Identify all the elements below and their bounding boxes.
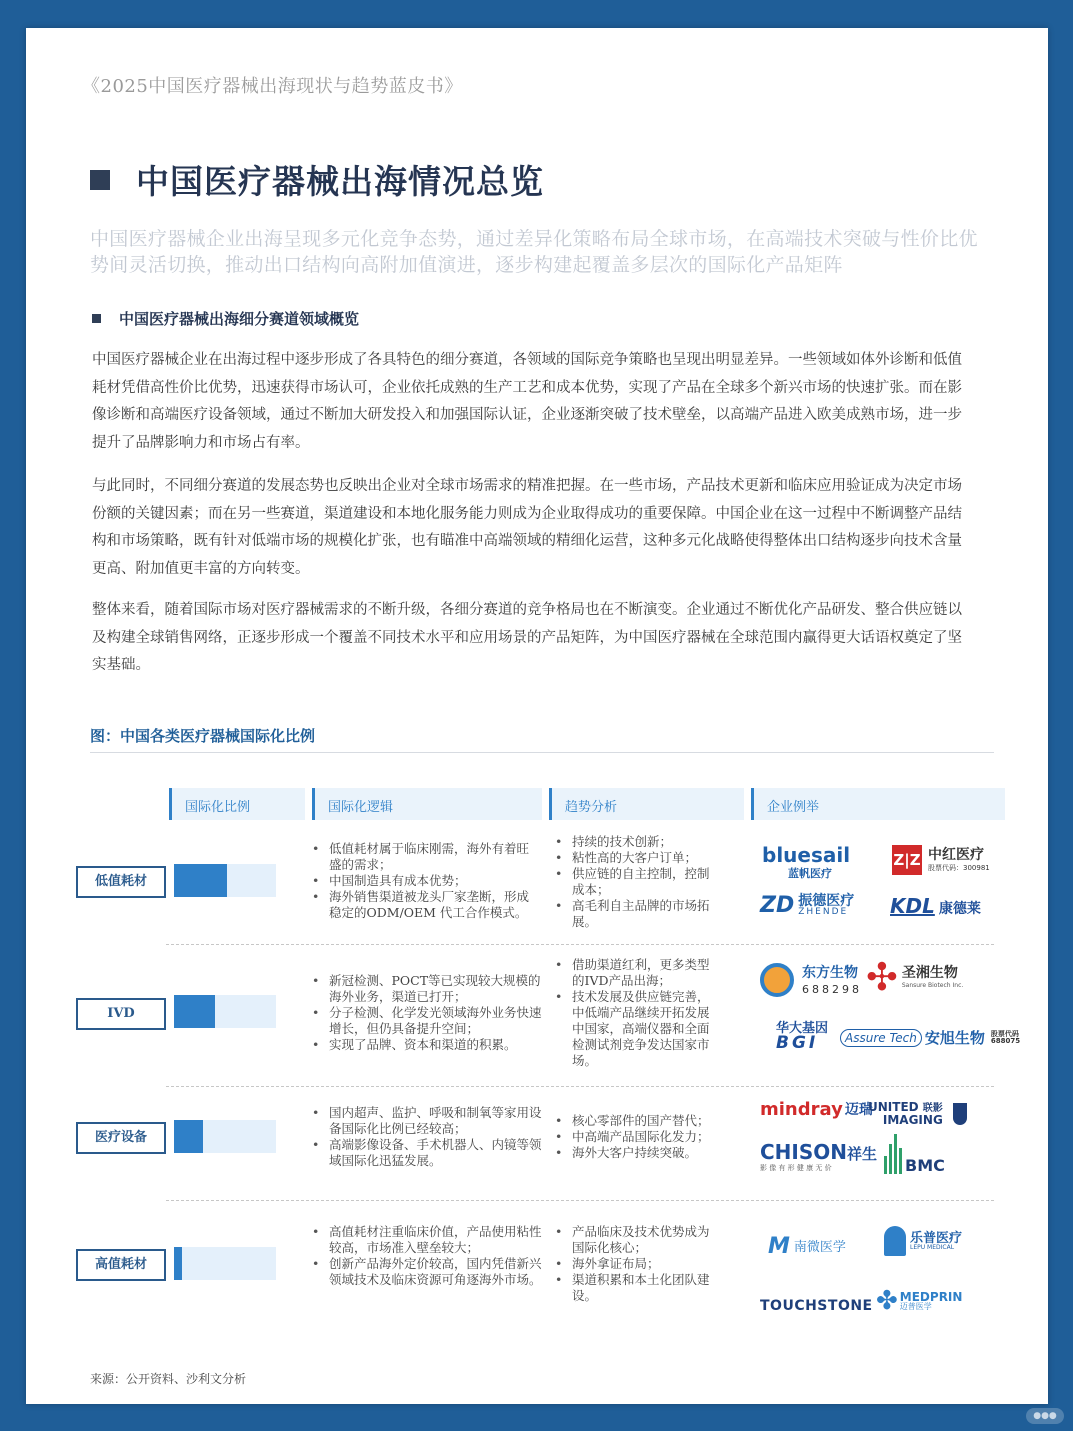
shengxiang-mark-icon: ✣	[866, 955, 898, 999]
list-item: • 新冠检测、POCT等已实现较大规模的海外业务，渠道已打开；	[312, 973, 544, 1005]
trend-list-high-value-consumables	[555, 1224, 715, 1304]
document-header: 《2025中国医疗器械出海现状与趋势蓝皮书》	[82, 76, 463, 97]
united-imaging-logo: UNITED 联影 IMAGING	[868, 1101, 967, 1126]
kdl-logo: KDL 康德莱	[890, 894, 981, 918]
bmc-logo: BMC	[884, 1134, 945, 1174]
list-item: • 产品临床及技术优势成为国际化核心；	[555, 1224, 715, 1256]
row-divider	[166, 1200, 994, 1201]
paragraph-2: 与此同时，不同细分赛道的发展态势也反映出企业对全球市场需求的精准把握。在一些市场，产品技术更新和临床应用验证成为决定市场份额的关键因素；而在另一些赛道，渠道建设和本地化服务能力则成为企业取得成功的重要保障。中国企业在这一过程中不断调整产品结构和市场策略，既有针对低端市场的规模化扩张，也有瞄准中高端领域的精细化运营，这种多元化战略使得整体出口结构逐步向技术含量更高、附加值更丰富的方向转变。	[92, 478, 962, 577]
list-item: • 国内超声、监护、呼吸和制氧等家用设备国际化比例已经较高；	[312, 1105, 544, 1137]
column-header-companies: 企业例举	[751, 788, 1005, 820]
column-header-trend: 趋势分析	[549, 788, 744, 820]
lepu-mark-icon	[884, 1226, 906, 1256]
shengxiang-logo: ✣ 圣湘生物 Sansure Biotech Inc.	[866, 955, 964, 999]
bgi-logo: 华大基因 BGI	[776, 1021, 829, 1053]
list-item: • 高毛利自主品牌的市场拓展。	[555, 898, 715, 930]
subsection-title-row	[92, 308, 359, 329]
column-header-logic: 国际化逻辑	[312, 788, 542, 820]
row-divider	[166, 1086, 994, 1087]
bluesail-logo: bluesail 蓝帆医疗	[762, 843, 851, 880]
list-item: • 渠道积累和本土化团队建设。	[555, 1272, 715, 1304]
figure-title: 图：中国各类医疗器械国际化比例	[90, 727, 316, 745]
row-label-low-value-consumables: 低值耗材	[76, 866, 166, 898]
row-label-medical-equipment: 医疗设备	[76, 1122, 166, 1154]
document-page	[26, 28, 1048, 1404]
list-item: • 实现了品牌、资本和渠道的积累。	[312, 1037, 544, 1053]
figure-source: 来源：公开资料、沙利文分析	[90, 1372, 247, 1386]
row-divider	[166, 944, 994, 945]
trend-list-medical-equipment	[555, 1113, 725, 1161]
list-item: • 中高端产品国际化发力；	[555, 1129, 725, 1145]
micro-tech-mark-icon: M	[768, 1234, 790, 1259]
lepu-logo: 乐普医疗 LEPU MEDICAL	[884, 1226, 962, 1256]
section-intro: 中国医疗器械企业出海呈现多元化竞争态势，通过差异化策略布局全球市场，在高端技术突破与性价比优势间灵活切换，推动出口结构向高附加值演进，逐步构建起覆盖多层次的国际化产品矩阵	[90, 228, 978, 276]
medprin-mark-icon: ✤	[876, 1286, 898, 1316]
subsection-title: 中国医疗器械出海细分赛道领域概览	[119, 310, 360, 328]
ratio-bar-ivd	[174, 995, 276, 1028]
subtitle-square-icon	[92, 314, 101, 323]
assure-logo: Assure Tech 安旭生物 股票代码 688075	[840, 1029, 1020, 1047]
list-item: • 粘性高的大客户订单；	[555, 850, 715, 866]
ratio-bar-medical-equipment	[174, 1120, 276, 1153]
list-item: • 海外拿证布局；	[555, 1256, 715, 1272]
trend-list-ivd	[555, 957, 715, 1069]
trend-list-low-value-consumables	[555, 834, 715, 930]
section-title: 中国医疗器械出海情况总览	[136, 162, 544, 201]
dongfang-logo: 东方生物 688298	[760, 963, 862, 997]
micro-tech-logo: M 南微医学	[768, 1234, 846, 1259]
row-label-ivd: IVD	[76, 998, 166, 1030]
paragraph-1: 中国医疗器械企业在出海过程中逐步形成了各具特色的细分赛道，各领域的国际竞争策略也呈现出明显差异。一些领域如体外诊断和低值耗材凭借高性价比优势，迅速获得市场认可，企业依托成熟的生产工艺和成本优势，实现了产品在全球多个新兴市场的快速扩张。而在影像诊断和高端医疗设备领域，通过不断加大研发投入和加强国际认证，企业逐渐突破了技术壁垒，以高端产品进入欧美成熟市场，进一步提升了品牌影响力和市场占有率。	[92, 352, 962, 451]
zhonghong-logo: Z|Z 中红医疗 股票代码：300981	[892, 845, 990, 875]
united-imaging-mark-icon	[953, 1103, 967, 1125]
list-item: • 技术发展及供应链完善，中低端产品继续开拓发展中国家，高端仪器和全面检测试剂竞争发达国家市场。	[555, 989, 715, 1069]
section-title-row	[90, 156, 544, 203]
paragraph-3: 整体来看，随着国际市场对医疗器械需求的不断升级，各细分赛道的竞争格局也在不断演变。企业通过不断优化产品研发、整合供应链以及构建全球销售网络，正逐步形成一个覆盖不同技术水平和应用场景的产品矩阵，为中国医疗器械在全球范围内赢得更大话语权奠定了坚实基础。	[92, 602, 962, 673]
list-item: • 高端影像设备、手术机器人、内镜等领域国际化迅猛发展。	[312, 1137, 544, 1169]
title-square-icon	[90, 170, 110, 190]
watermark-badge: ●●●	[1026, 1408, 1064, 1424]
ratio-bar-fill	[174, 1247, 182, 1280]
list-item: • 海外大客户持续突破。	[555, 1145, 725, 1161]
logic-list-ivd	[312, 973, 544, 1053]
list-item: • 持续的技术创新；	[555, 834, 715, 850]
touchstone-logo: TOUCHSTONE	[760, 1298, 873, 1314]
figure-title-divider	[90, 752, 994, 753]
list-item: • 创新产品海外定价较高，国内凭借新兴领域技术及临床资源可角逐海外市场。	[312, 1256, 544, 1288]
logic-list-low-value-consumables	[312, 841, 540, 921]
list-item: • 中国制造具有成本优势；	[312, 873, 540, 889]
zhende-logo: ZD 振德医疗 ZHENDE	[760, 892, 855, 918]
dongfang-mark-icon	[760, 963, 794, 997]
zhonghong-mark-icon: Z|Z	[892, 845, 922, 875]
ratio-bar-fill	[174, 864, 227, 897]
list-item: • 借助渠道红利，更多类型的IVD产品出海；	[555, 957, 715, 989]
list-item: • 低值耗材属于临床刚需，海外有着旺盛的需求；	[312, 841, 540, 873]
mindray-logo: mindray 迈瑞	[760, 1099, 873, 1120]
ratio-bar-fill	[174, 995, 215, 1028]
ratio-bar-fill	[174, 1120, 203, 1153]
ratio-bar-high-value-consumables	[174, 1247, 276, 1280]
ratio-bar-low-value-consumables	[174, 864, 276, 897]
logic-list-high-value-consumables	[312, 1224, 544, 1288]
column-header-ratio: 国际化比例	[169, 788, 305, 820]
list-item: • 分子检测、化学发光领域海外业务快速增长，但仍具备提升空间；	[312, 1005, 544, 1037]
list-item: • 高值耗材注重临床价值，产品使用粘性较高，市场准入壁垒较大；	[312, 1224, 544, 1256]
list-item: • 核心零部件的国产替代；	[555, 1113, 725, 1129]
bmc-mark-icon	[884, 1134, 902, 1174]
list-item: • 海外销售渠道被龙头厂家垄断，形成稳定的ODM/OEM 代工合作模式。	[312, 889, 540, 921]
medprin-logo: ✤ MEDPRIN 迈普医学	[876, 1286, 963, 1316]
row-label-high-value-consumables: 高值耗材	[76, 1249, 166, 1281]
zhende-mark-icon: ZD	[760, 892, 795, 918]
list-item: • 供应链的自主控制，控制成本；	[555, 866, 715, 898]
chison-logo: CHISON祥生 影 像 有 形 健 康 无 价	[760, 1140, 878, 1172]
logic-list-medical-equipment	[312, 1105, 544, 1169]
